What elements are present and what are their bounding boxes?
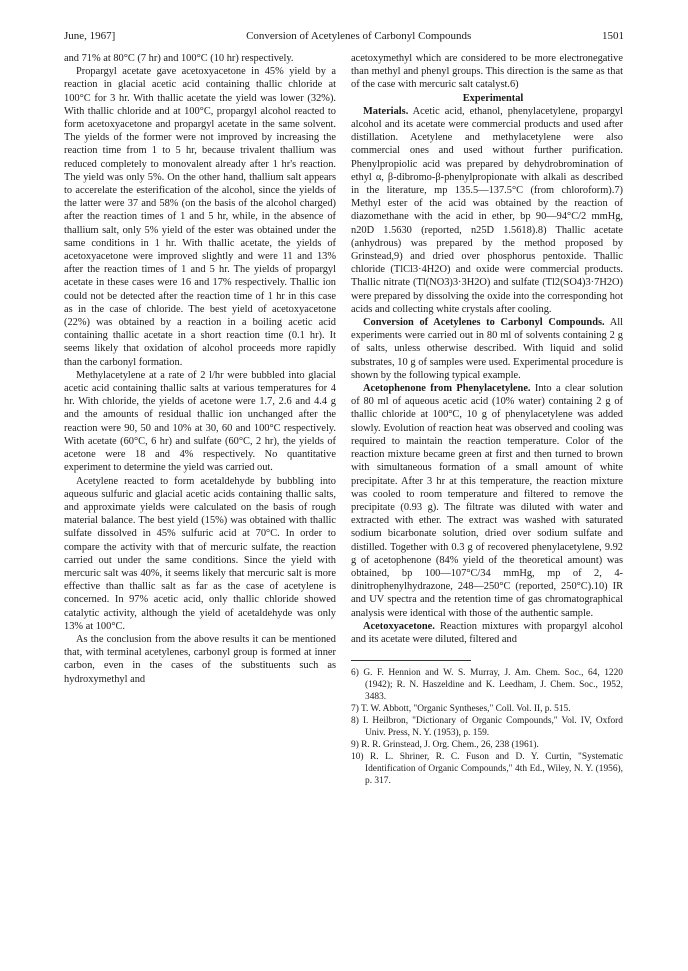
- page-number: 1501: [602, 30, 624, 42]
- paragraph: acetoxymethyl which are considered to be more electronegative than methyl and phenyl groups. This direction is the same as that of the case with mercuric salt catalyst.6): [351, 53, 623, 91]
- running-header: [64, 30, 624, 46]
- footnote: 7) T. W. Abbott, "Organic Syntheses," Coll. Vol. II, p. 515.: [351, 704, 571, 715]
- footnotes: [351, 667, 623, 787]
- paragraph-text: Acetic acid, ethanol, phenylacetylene, propargyl alcohol and its acetate were commercial products and used after distillation. Acetylene and methylacetylene were also commercial ones and used without further purification. Phenylpropiolic acid was prepared by dehydrobromination of ethyl α, β-dibromo-β-phenylpropionate with alkali as described in the literature, mp 135.5—137.5°C (from chloroform).7) Methyl ester of the acid was obtained by the reaction of diazomethane with the acid in ether, bp 90—94°C/2 mmHg, n20D 1.5630 (reported, n25D 1.5618).8) Thallic acetate (anhydrous) was prepared by the method proposed by Grinstead,9) and dried over phosphorus pentoxide. Thallic chloride (TlCl3·4H2O) and oxide were commercial products. Thallic nitrate (Tl(NO3)3·3H2O) and sulfate (Tl2(SO4)3·7H2O) were prepared by dissolving the oxide into the corresponding hot acids and collecting white crystals after cooling.: [351, 105, 623, 315]
- paragraph: [351, 105, 623, 316]
- footnote: 8) I. Heilbron, "Dictionary of Organic Compounds," Vol. IV, Oxford Univ. Press, N. Y. (1953), p. 159.: [351, 716, 623, 739]
- running-title: Conversion of Acetylenes of Carbonyl Compounds: [246, 30, 472, 42]
- section-title: Experimental: [462, 92, 524, 104]
- paragraph-text: Reaction mixtures with propargyl alcohol and its acetate were diluted, filtered and: [351, 620, 623, 645]
- paragraph: [351, 620, 623, 646]
- paragraph-text: All experiments were carried out in 80 ml of solvents containing 2 g of salts, unless otherwise described. With liquid and solid substrates, 10 g of samples were used. Experimental procedure is shown by the following typical example.: [351, 317, 623, 381]
- paragraph: Propargyl acetate gave acetoxyacetone in 45% yield by a reaction in glacial acetic acid containing thallic chloride at 100°C for 3 hr. With thallic acetate the yield was lower (32%). With thallic chloride and at 100°C, propargyl alcohol reacted to form acetoxyacetone and propargyl acetate in the same solvent. The yields of the former were not improved by increasing the reaction time from 1 to 5 hr, because trivalent thallium was reduced completely to monovalent already after 1 hr's reaction. The yield was only 5%. On the other hand, thallium salt appears to accerelate the esterification of the alcohol, since the yields of the latter were 37 and 58% (on the basis of the alcohol charged) after the reaction times of 1 and 5 hr, while, in the absence of thallium salt, only 5% yield of the ester was obtained under the same conditions in 1 hr. With thallic acetate, the yields of acetoxyacetone were improved slightly and were 11 and 13% after the reaction times of 1 and 5 hr. The yields of propargyl acetate in these cases were 16 and 17% respectively. Thallic ion could not be detected after the reaction time of 1 hr in this case as in the case of chloride. The best yield of acetoxyacetone (22%) was obtained by a reaction in a boiling acetic acid containing thallic acetate in a short reaction time (0.1 hr). It seems likely that oxidation of alcohol proceeds more rapidly than the carbonyl formation.: [64, 66, 336, 368]
- paragraph: and 71% at 80°C (7 hr) and 100°C (10 hr) respectively.: [64, 53, 294, 64]
- left-column: [64, 52, 336, 686]
- run-in-heading: Acetoxyacetone.: [363, 620, 435, 632]
- paragraph: Acetylene reacted to form acetaldehyde by bubbling into aqueous sulfuric and glacial acetic acids containing thallic salts, and approximate yields were calculated on the basis of rough material balance. The best yield (15%) was obtained with thallic sulfate dissolved in 45% sulfuric acid at 70°C. In order to compare the activity with that of mercuric sulfate, the reaction carried out under the same conditions. Since the yield with mercuric salt was 40%, it seems likely that mercuric salt is more effective than thallic salt as far as the case of acetylene is concerned. In 97% acetic acid, only thallic chloride showed catalytic activity, although the yield of acetaldehyde was only 13% at 100°C.: [64, 475, 336, 632]
- footnote-rule: [351, 660, 471, 661]
- run-in-heading: Materials.: [363, 105, 409, 117]
- paragraph: As the conclusion from the above results it can be mentioned that, with terminal acetylenes, carbonyl group is formed at inner carbon, even in the cases of the substituents such as hydroxymethyl and: [64, 633, 336, 685]
- issue-date: June, 1967]: [64, 30, 116, 42]
- paragraph-text: Into a clear solution of 80 ml of aqueous acetic acid (10% water) containing 2 g of thallic chloride at 100°C, 10 g of phenylacetylene was added slowly. Evolution of reaction heat was observed and cooling was required to maintain the reaction temperature. Color of the reaction mixture became green at first and then turned to brown with simultaneous formation of a small amount of white precipitate. After 3 hr at this temperature, the reaction mixture was cooled to room temperature and filtered to remove the precipitate (0.93 g). The filtrate was diluted with water and extracted with ether. The extract was washed with saturated sodium bicarbonate solution, dried over sodium sulfate and distilled. Together with 0.3 g of recovered phenylacetylene, 9.92 g of acetophenone (84% yield of the theoretical amount) was obtained, bp 100—107°C/34 mmHg, mp of 2, 4-dinitrophenylhydrazone, 248—250°C (reported, 250°C).10) IR and UV spectra and the retention time of gas chromatographical analysis were identical with those of the authentic sample.: [351, 383, 623, 619]
- footnote: 10) R. L. Shriner, R. C. Fuson and D. Y. Curtin, "Systematic Identification of Organic Compounds," 4th Ed., Wiley, N. Y. (1956), p. 317.: [351, 752, 623, 787]
- run-in-heading: Acetophenone from Phenylacetylene.: [363, 383, 531, 395]
- footnote: 9) R. R. Grinstead, J. Org. Chem., 26, 238 (1961).: [351, 740, 539, 751]
- run-in-heading: Conversion of Acetylenes to Carbonyl Compounds.: [363, 317, 605, 329]
- paragraph: Methylacetylene at a rate of 2 l/hr were bubbled into glacial acetic acid containing thallic salts at various temperatures for 4 hr. With chloride, the yields of acetone were 1.7, 2.6 and 4.4 g and the amounts of residual thallic ion unchanged after the reaction were 90, 50 and 10% at 30, 60 and 100°C respectively. With acetate (60°C, 6 hr) and sulfate (60°C, 2 hr), the yields of acetone were 18 and 4% respectively. No quantitative experiment to determine the yield was carried out.: [64, 369, 336, 474]
- footnote: 6) G. F. Hennion and W. S. Murray, J. Am. Chem. Soc., 64, 1220 (1942); R. N. Haszeldine and K. Leedham, J. Chem. Soc., 1952, 3483.: [351, 668, 623, 703]
- paragraph: [351, 382, 623, 620]
- right-column: [351, 52, 623, 787]
- paragraph: [351, 316, 623, 382]
